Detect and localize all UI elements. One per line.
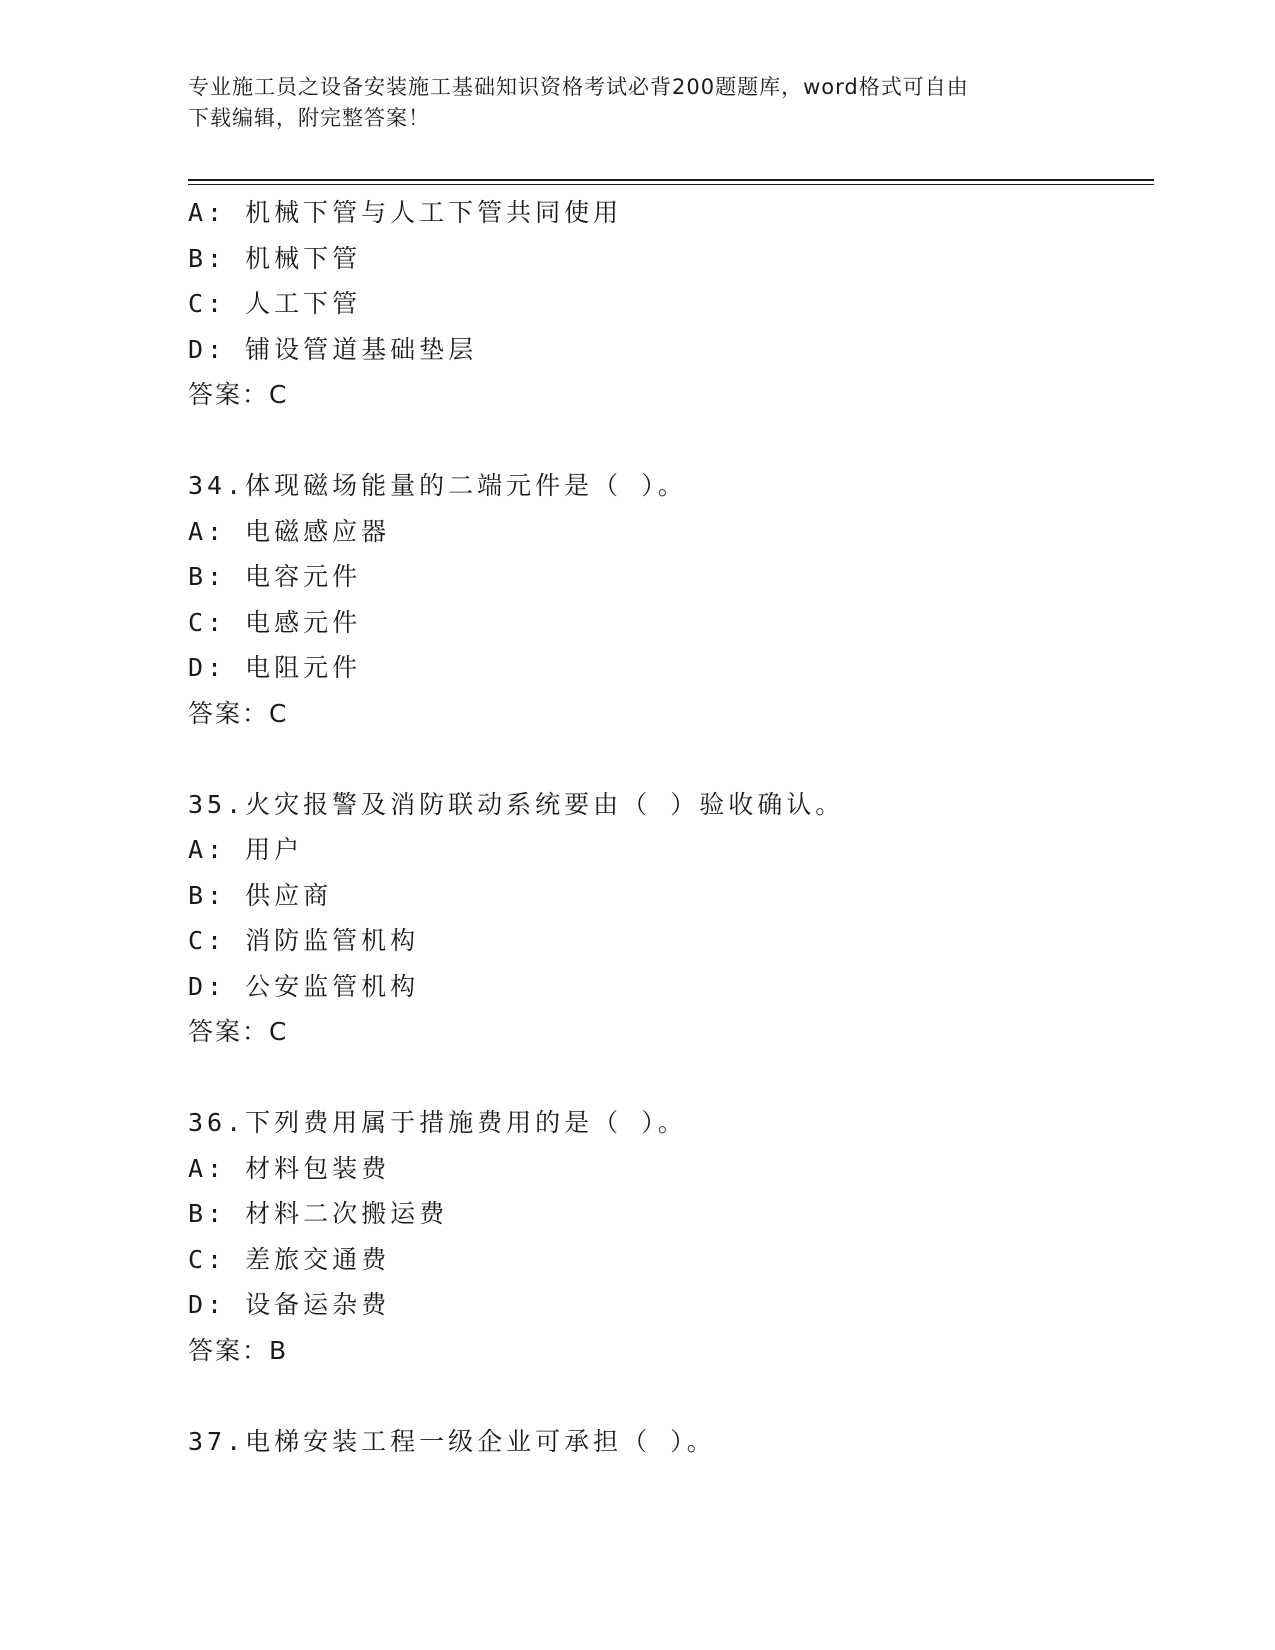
option-d: D: 设备运杂费 (188, 1290, 391, 1319)
question-text: 34.体现磁场能量的二端元件是（ ）。 (188, 471, 687, 500)
answer-line: 答案：C (188, 1017, 289, 1046)
option-d: D: 铺设管道基础垫层 (188, 334, 478, 364)
spacer (188, 1055, 1148, 1101)
spacer (188, 418, 1148, 464)
question-34-block (188, 463, 1148, 736)
header-line-2: 下载编辑，附完整答案！ (188, 106, 430, 130)
answer-line: 答案：B (188, 1335, 289, 1365)
header-line-1: 专业施工员之设备安装施工基础知识资格考试必背200题题库，word格式可自由 (188, 75, 969, 99)
option-b: B: 机械下管 (188, 243, 362, 273)
question-37-block (188, 1419, 1148, 1465)
option-c: C: 消防监管机构 (188, 926, 420, 955)
option-d: D: 电阻元件 (188, 653, 362, 682)
option-d: D: 公安监管机构 (188, 971, 420, 1001)
option-c: C: 差旅交通费 (188, 1244, 391, 1274)
option-a: A: 电磁感应器 (188, 516, 391, 546)
option-a: A: 机械下管与人工下管共同使用 (188, 198, 623, 227)
question-33-block (188, 190, 1148, 418)
spacer (188, 736, 1148, 782)
header-rule-thin (188, 184, 1154, 185)
option-c: C: 人工下管 (188, 289, 362, 318)
question-35-block (188, 782, 1148, 1055)
spacer (188, 1373, 1148, 1419)
option-b: B: 电容元件 (188, 562, 362, 591)
option-a: A: 材料包装费 (188, 1153, 391, 1183)
question-list (188, 190, 1148, 1464)
document-header (188, 72, 1088, 134)
answer-line: 答案：C (188, 380, 289, 409)
question-text: 37.电梯安装工程一级企业可承担（ ）。 (188, 1426, 716, 1456)
question-text: 36.下列费用属于措施费用的是（ ）。 (188, 1108, 687, 1137)
option-b: B: 供应商 (188, 880, 333, 910)
option-b: B: 材料二次搬运费 (188, 1199, 449, 1228)
question-36-block (188, 1100, 1148, 1373)
question-text: 35.火灾报警及消防联动系统要由（ ）验收确认。 (188, 789, 845, 819)
answer-line: 答案：C (188, 698, 289, 728)
header-rule-thick (188, 179, 1154, 181)
option-c: C: 电感元件 (188, 607, 362, 637)
option-a: A: 用户 (188, 835, 304, 864)
